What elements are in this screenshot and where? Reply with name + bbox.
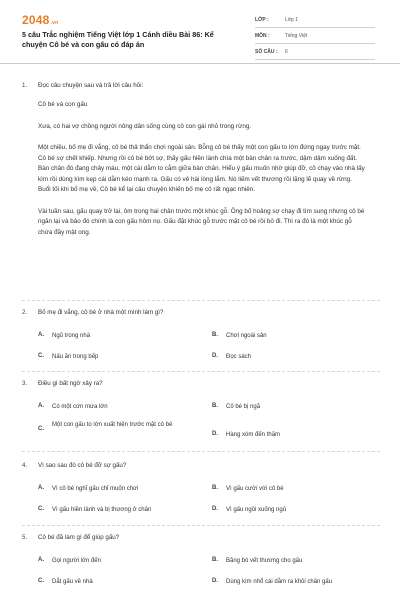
quiz-meta xyxy=(255,12,375,60)
story-passage xyxy=(38,100,366,238)
divider xyxy=(22,371,380,372)
story-title: Cô bé và con gấu xyxy=(38,101,88,108)
meta-subject: MÔN : Tiếng Việt xyxy=(255,28,375,44)
divider xyxy=(22,451,380,452)
page-header xyxy=(0,0,400,64)
site-logo[interactable]: 2048.vn xyxy=(22,13,59,27)
divider xyxy=(22,300,380,301)
meta-class: LỚP : Lớp 1 xyxy=(255,12,375,28)
page-title: 5 câu Trắc nghiệm Tiếng Việt lớp 1 Cánh diều Bài 86: Kể chuyện Cô bé và con gấu có đáp án xyxy=(22,30,214,49)
story-paragraph: Vài tuần sau, gấu quay trở lại, ôm trong hai chân trước một khúc gỗ. Ông bố hoảng sợ chạy đi tìm sung nhưng cô bé ngăn lại và bảo đó chính là con gấu hôm nọ. Gấu đặt khúc gỗ trước mặt cô bé rồi bỏ đi. Thì ra đó là một khúc gỗ chứa đầy mật ong. xyxy=(38,207,365,236)
divider xyxy=(22,525,380,526)
quiz-page: 2048.vn 5 câu Trắc nghiệm Tiếng Việt lớp 1 Cánh diều Bài 86: Kể chuyện Cô bé và con gấu có đáp án LỚP : Lớp 1 MÔN : Tiếng Việt SỐ CÂU : 6 1. Đọc câu chuyện sau và trả lời câu hỏi: Cô bé và con gấu Xưa, có hai vợ chồng người nông dân sống cùng cô con gái nhỏ trong rừng. Một chiều, bố mẹ đi vắng, cô bé thả thẩn chơi ngoài sân. Bỗng cô bé thấy một con gấu to lớn đứng ngay trước mặt. Cô bé sợ chết khiếp. Nhưng rồi cô bé bớt sợ, thấy gấu hiền lành chìa một bàn chân ra trước, dậm dậm xuống đất. Bàn chân đó đang chảy máu, một cái dằm to cắm giữa bàn chân. Hiểu ý gấu muốn nhờ giúp đỡ, cô chạy vào nhà lấy kìm rồi dùng kìm kẹp cái dằm kéo mạnh ra. Gấu có vẻ hài lòng lắm. Nó liếm vết thương rồi lặng lẽ quay về rừng. Buổi tối khi bố mẹ về, Cô bé kể lại câu chuyện khiến bố mẹ cô rất ngạc nhiên. Vài tuần sau, gấu quay trở lại, ôm trong hai chân trước một khúc gỗ. Ông bố hoảng sợ chạy đi tìm sung nhưng cô bé ngăn lại và bảo đó chính là con gấu hôm nọ. Gấu đặt khúc gỗ trước mặt cô bé rồi bỏ đi. Thì ra đó là một khúc gỗ chứa đầy mật ong. 2. Bố mẹ đi vắng, cô bé ở nhà một mình làm gì? A. Ngủ trong nhà B. Chơi ngoài sân C. Nấu ăn trong bếp D. Đọc sách 3. Điều gì bất ngờ xảy ra? A. Có một cơn mưa lớn B. Cô bé bị ngã C. Một con gấu to lớn xuất hiện trước mặt cô bé D. Hàng xóm đến thăm 4. Vì sao sau đó cô bé đỡ sợ gấu? A. Vì cô bé nghĩ gấu chỉ muốn chơi B. Vì gấu cười với cô bé C. Vì gấu hiền lành và bị thương ở chân D. Vì gấu ngồi xuống ngủ 5. Cô bé đã làm gì để giúp gấu? A. Gọi người lớn đến B. Băng bó vết thương cho gấu C. Dắt gấu về nhà D. Dùng kìm nhổ cái dằm ra khỏi chân gấu xyxy=(0,0,400,600)
meta-question-count: SỐ CÂU : 6 xyxy=(255,44,375,60)
story-paragraph: Xưa, có hai vợ chồng người nông dân sống cùng cô con gái nhỏ trong rừng. xyxy=(38,122,252,130)
story-paragraph: Một chiều, bố mẹ đi vắng, cô bé thả thẩn chơi ngoài sân. Bỗng cô bé thấy một con gấu to lớn đứng ngay trước mặt. Cô bé sợ chết khiếp. Nhưng rồi cô bé bớt sợ, thấy gấu hiền lành chìa một bàn chân ra trước, dậm dậm xuống đất. Bàn chân đó đang chảy máu, một cái dằm to cắm giữa bàn chân. Hiểu ý gấu muốn nhờ giúp đỡ, cô chạy vào nhà lấy kìm rồi dùng kìm kẹp cái dằm kéo mạnh ra. Gấu có vẻ hài lòng lắm. Nó liếm vết thương rồi lặng lẽ quay về rừng. Buổi tối khi bố mẹ về, Cô bé kể lại câu chuyện khiến bố mẹ cô rất ngạc nhiên. xyxy=(38,144,365,193)
